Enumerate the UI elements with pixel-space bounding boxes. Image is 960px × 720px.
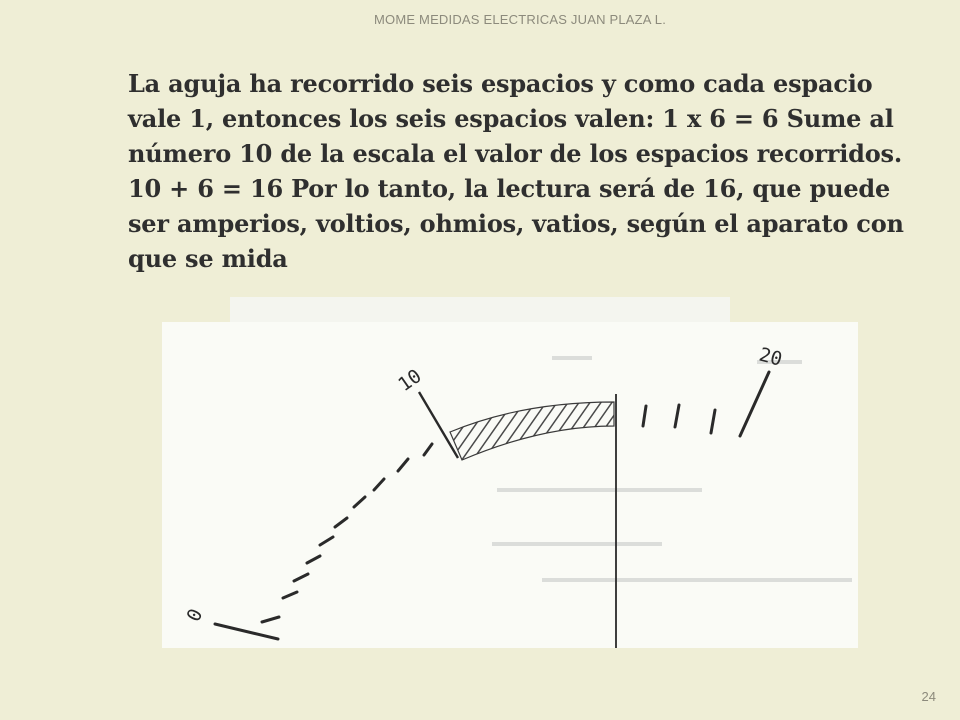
tick-10 — [424, 444, 432, 455]
tick-6 — [335, 518, 347, 527]
meter-scale-figure — [162, 322, 858, 648]
scale-label-zero: 0 — [182, 605, 208, 626]
tick-5 — [320, 537, 333, 545]
scale-ticks-left — [262, 444, 432, 622]
tick-3 — [294, 574, 308, 581]
scale-label-twenty: 20 — [756, 343, 785, 371]
slide-header: MOME MEDIDAS ELECTRICAS JUAN PLAZA L. — [373, 12, 667, 27]
tick-1 — [262, 617, 279, 622]
tick-4 — [307, 556, 320, 563]
tick-2 — [283, 592, 297, 598]
twenty-major-tick — [740, 372, 769, 436]
ghost-text — [492, 358, 852, 580]
scale-ticks-right — [643, 405, 715, 433]
tick-8 — [374, 479, 384, 490]
hatched-scale-band — [450, 402, 614, 460]
scale-label-ten: 10 — [394, 364, 426, 397]
tick-17 — [643, 406, 646, 426]
tick-7 — [354, 497, 365, 507]
tick-9 — [398, 459, 408, 471]
tick-19 — [711, 410, 715, 433]
zero-major-tick — [215, 624, 278, 639]
ten-major-tick — [419, 392, 458, 458]
meter-figure-top-strip — [230, 297, 730, 323]
meter-scale-svg — [162, 322, 858, 648]
page-number: 24 — [921, 689, 936, 704]
slide-body-text: La aguja ha recorrido seis espacios y como cada espacio vale 1, entonces los seis espacios valen: 1 x 6 = 6 Sume al número 10 de la escala el valor de los espacios recorridos. 10 + 6 = 16 Por lo tanto, la lectura será de 16, que puede ser amperios, voltios, ohmios, vatios, según el aparato con que se mida — [128, 69, 904, 273]
tick-18 — [675, 405, 679, 427]
